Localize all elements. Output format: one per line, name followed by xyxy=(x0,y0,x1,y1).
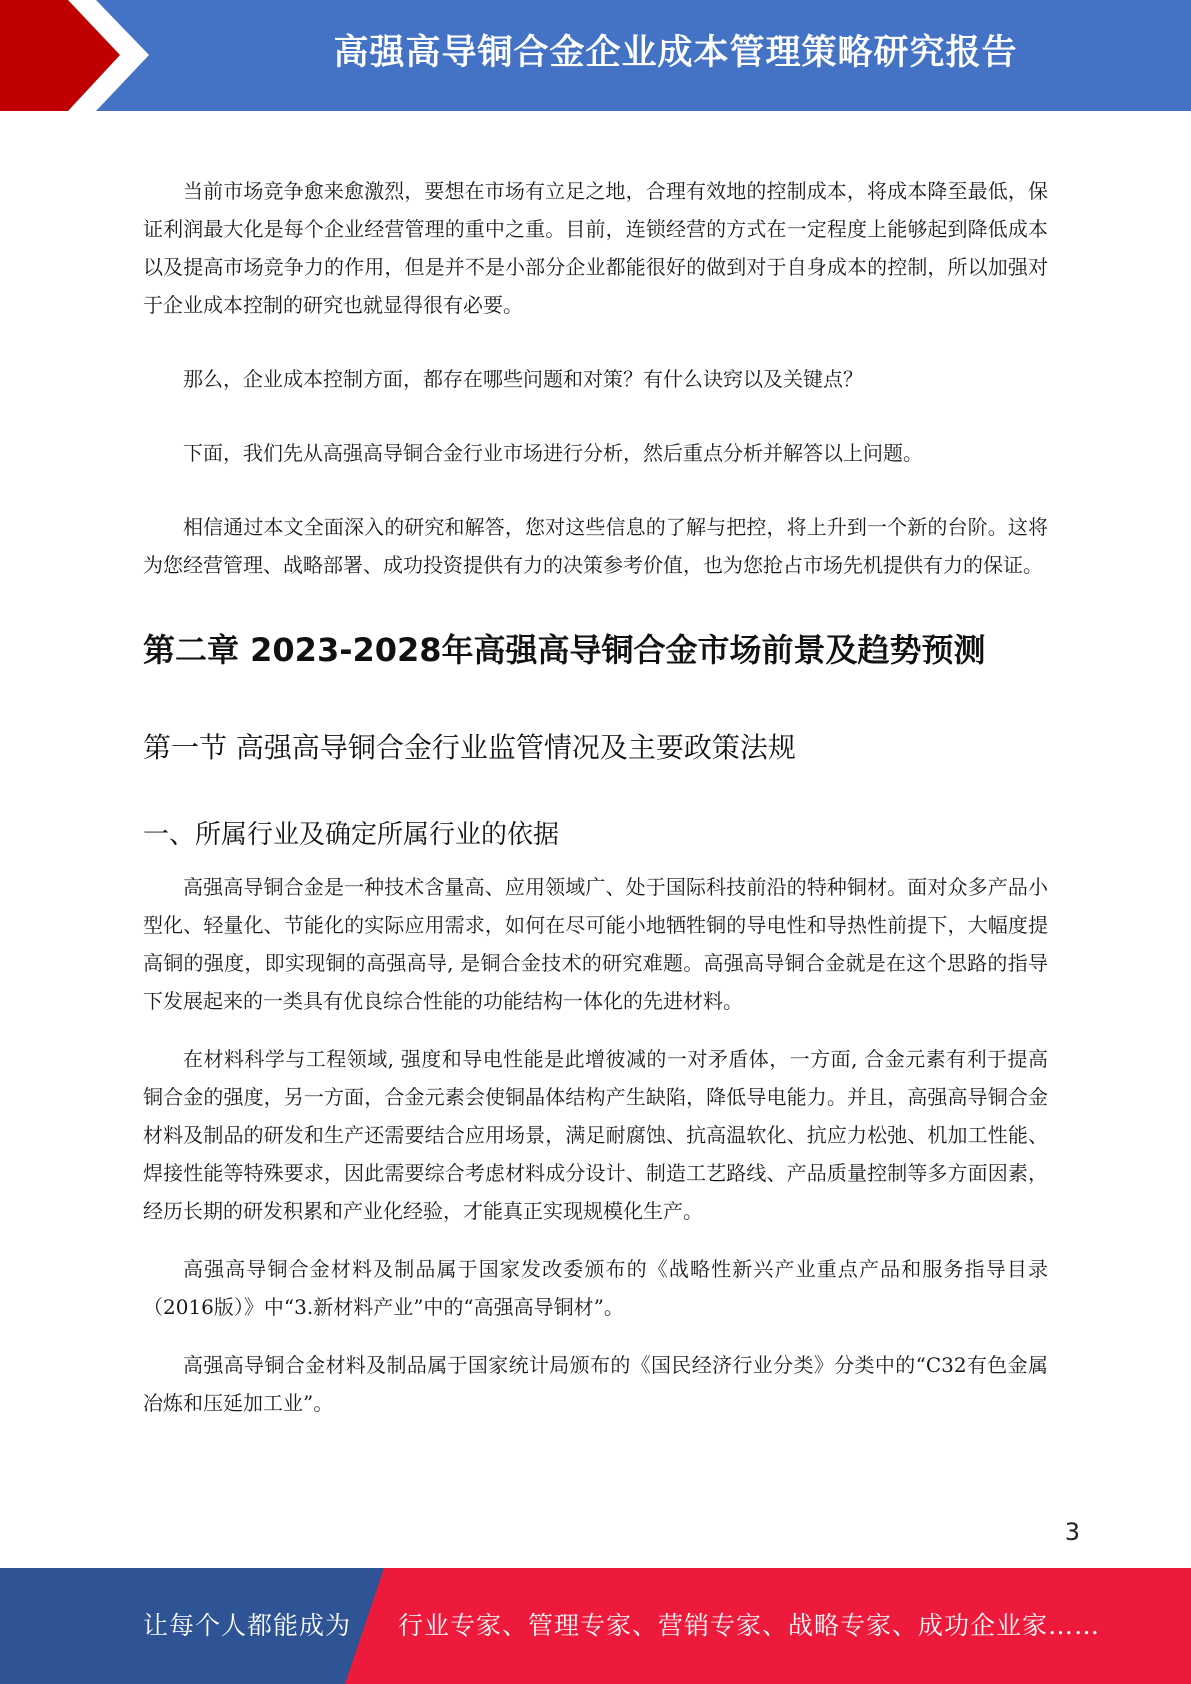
page-content xyxy=(143,172,1048,1422)
subsection-heading: 一、所属行业及确定所属行业的依据 xyxy=(143,820,560,850)
body-paragraph-2: 在材料科学与工程领域, 强度和导电性能是此增彼减的一对矛盾体，一方面, 合金元素有利于提高铜合金的强度，另一方面，合金元素会使铜晶体结构产生缺陷，降低导电能力。并且，高强高导铜合金材料及制品的研发和生产还需要结合应用场景，满足耐腐蚀、抗高温软化、抗应力松弛、机加工性能、焊接性能等特殊要求，因此需要综合考虑材料成分设计、制造工艺路线、产品质量控制等多方面因素，经历长期的研发积累和产业化经验，才能真正实现规模化生产。 xyxy=(143,1047,1048,1223)
body-paragraph-1: 高强高导铜合金是一种技术含量高、应用领域广、处于国际科技前沿的特种铜材。面对众多产品小型化、轻量化、节能化的实际应用需求，如何在尽可能小地牺牲铜的导电性和导热性前提下，大幅度提高铜的强度，即实现铜的高强高导, 是铜合金技术的研究难题。高强高导铜合金就是在这个思路的指导下发展起来的一类具有优良综合性能的功能结构一体化的先进材料。 xyxy=(143,875,1048,1013)
body-paragraph-3: 高强高导铜合金材料及制品属于国家发改委颁布的《战略性新兴产业重点产品和服务指导目录（2016版）》中“3.新材料产业”中的“高强高导铜材”。 xyxy=(143,1257,1048,1319)
intro-paragraph-3: 下面，我们先从高强高导铜合金行业市场进行分析，然后重点分析并解答以上问题。 xyxy=(183,441,923,465)
page-number: 3 xyxy=(1064,1518,1080,1546)
intro-paragraph-2: 那么，企业成本控制方面，都存在哪些问题和对策？有什么诀窍以及关键点？ xyxy=(183,367,863,391)
footer-slogan-left: 让每个人都能成为 xyxy=(143,1611,352,1640)
footer-slogan-right: 行业专家、管理专家、营销专家、战略专家、成功企业家…… xyxy=(398,1611,1101,1640)
section-heading: 第一节 高强高导铜合金行业监管情况及主要政策法规 xyxy=(143,731,796,764)
intro-paragraph-1: 当前市场竞争愈来愈激烈，要想在市场有立足之地，合理有效地的控制成本，将成本降至最低，保证利润最大化是每个企业经营管理的重中之重。目前，连锁经营的方式在一定程度上能够起到降低成本以及提高市场竞争力的作用，但是并不是小部分企业都能很好的做到对于自身成本的控制，所以加强对于企业成本控制的研究也就显得很有必要。 xyxy=(143,179,1048,317)
body-paragraph-4: 高强高导铜合金材料及制品属于国家统计局颁布的《国民经济行业分类》分类中的“C32有色金属冶炼和压延加工业”。 xyxy=(143,1353,1048,1415)
chapter-heading: 第二章 2023-2028年高强高导铜合金市场前景及趋势预测 xyxy=(143,631,986,669)
report-title: 高强高导铜合金企业成本管理策略研究报告 xyxy=(333,33,1018,73)
page-footer xyxy=(0,1568,1191,1684)
page-header xyxy=(0,0,1191,111)
intro-paragraph-4: 相信通过本文全面深入的研究和解答，您对这些信息的了解与把控，将上升到一个新的台阶。这将为您经营管理、战略部署、成功投资提供有力的决策参考价值，也为您抢占市场先机提供有力的保证。 xyxy=(143,515,1048,577)
